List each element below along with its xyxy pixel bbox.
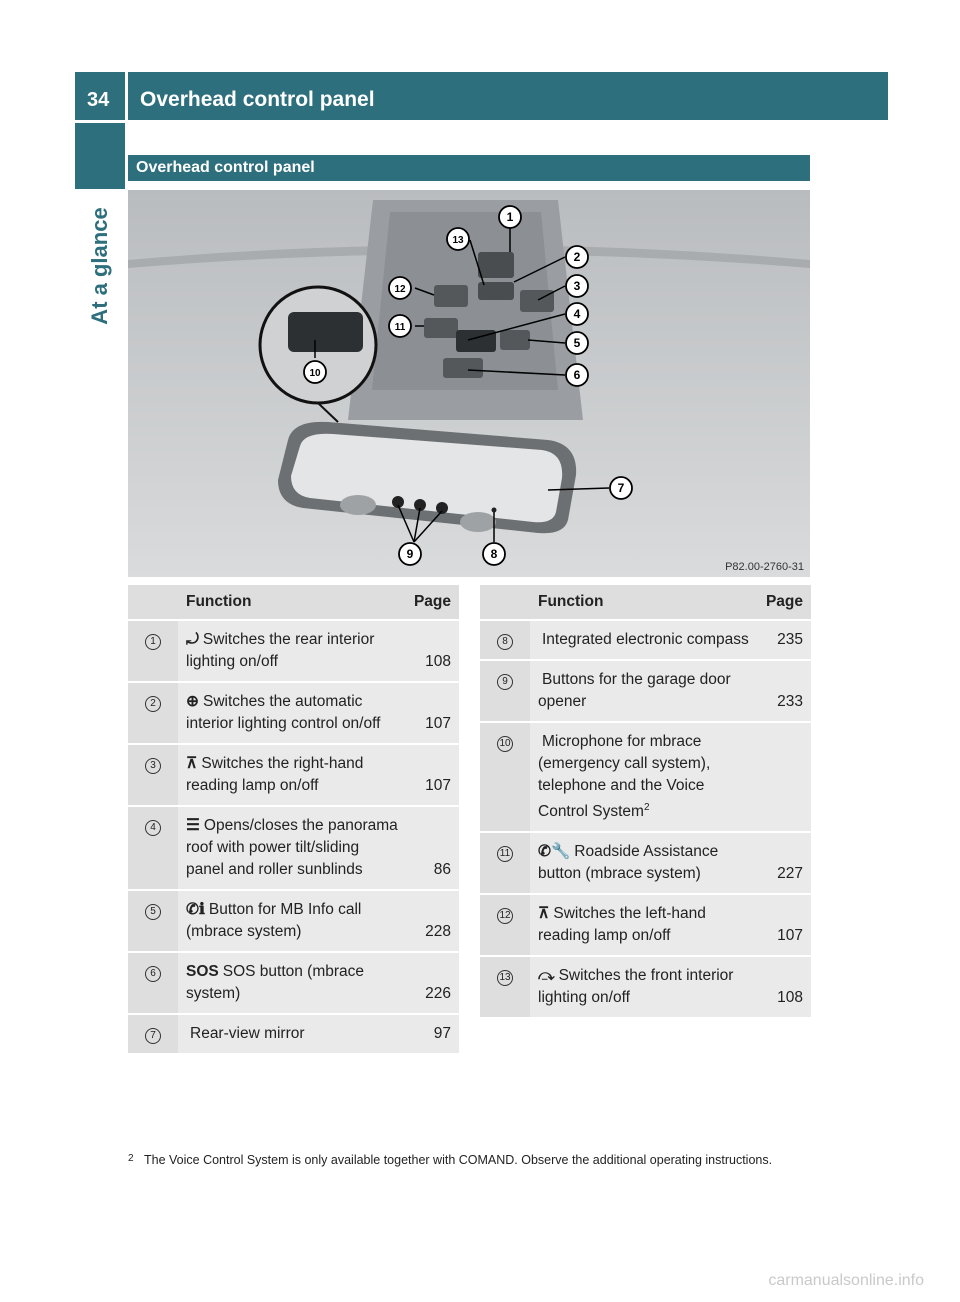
row-page: 227 <box>758 833 811 895</box>
function-text: Switches the rear interior lighting on/off <box>186 631 375 670</box>
table-row <box>128 621 459 683</box>
row-number: 2 <box>128 683 178 745</box>
row-page: 108 <box>758 957 811 1019</box>
row-page: 97 <box>406 1015 459 1055</box>
section-title: Overhead control panel <box>128 155 810 181</box>
row-number: 9 <box>480 661 530 723</box>
overhead-panel-photo <box>128 190 810 577</box>
callout-11: 11 <box>394 322 406 333</box>
row-function <box>178 683 406 745</box>
function-icon: ⤾ <box>186 631 199 648</box>
row-function <box>178 745 406 807</box>
table-header-page: Page <box>406 585 459 621</box>
row-number: 3 <box>128 745 178 807</box>
table-row <box>480 957 811 1019</box>
callout-13: 13 <box>452 235 464 246</box>
table-row <box>480 895 811 957</box>
function-icon: ✆ℹ <box>186 901 205 918</box>
row-page: 233 <box>758 661 811 723</box>
table-header-num <box>128 585 178 621</box>
photo-code: P82.00-2760-31 <box>725 561 804 573</box>
callout-1: 1 <box>506 210 514 224</box>
row-function <box>530 723 758 833</box>
page-header-title: Overhead control panel <box>128 72 888 120</box>
row-page: 226 <box>406 953 459 1015</box>
callout-4: 4 <box>573 307 581 321</box>
row-page: 107 <box>406 745 459 807</box>
row-number: 10 <box>480 723 530 833</box>
function-text: SOS button (mbrace system) <box>186 963 365 1002</box>
footnote-text: The Voice Control System is only available together with COMAND. Observe the additional operating instructions. <box>144 1153 773 1167</box>
callout-12: 12 <box>394 284 406 295</box>
function-icon: ☰ <box>186 817 200 834</box>
table-row <box>128 745 459 807</box>
table-header-function: Function <box>530 585 758 621</box>
footnote-number: 2 <box>128 1153 134 1164</box>
row-number: 13 <box>480 957 530 1019</box>
function-text: Button for MB Info call (mbrace system) <box>186 901 362 940</box>
table-row <box>480 621 811 661</box>
row-number: 11 <box>480 833 530 895</box>
callout-8: 8 <box>490 547 498 561</box>
row-function <box>530 661 758 723</box>
row-page: 86 <box>406 807 459 891</box>
row-page: 108 <box>406 621 459 683</box>
row-page <box>758 723 811 833</box>
function-icon: ⊼ <box>186 755 198 772</box>
function-text: Microphone for mbrace (emergency call system), telephone and the Voice Control System <box>538 733 711 821</box>
watermark: carmanualsonline.info <box>768 1272 924 1289</box>
function-table-right <box>480 585 811 1019</box>
function-icon: ✆🔧 <box>538 843 571 861</box>
function-icon: SOS <box>186 963 219 980</box>
table-row <box>128 1015 459 1055</box>
function-text: Switches the left-hand reading lamp on/off <box>538 905 706 945</box>
row-number: 8 <box>480 621 530 661</box>
callout-9: 9 <box>406 547 414 561</box>
function-text: Buttons for the garage door opener <box>538 671 731 710</box>
table-row <box>128 953 459 1015</box>
page-number: 34 <box>75 72 125 120</box>
side-tab-block <box>75 123 125 189</box>
row-function <box>178 621 406 683</box>
row-page: 228 <box>406 891 459 953</box>
callout-2: 2 <box>573 250 581 264</box>
function-text: Switches the right-hand reading lamp on/off <box>186 755 364 794</box>
callout-5: 5 <box>573 336 581 350</box>
table-row <box>480 661 811 723</box>
row-number: 6 <box>128 953 178 1015</box>
row-number: 12 <box>480 895 530 957</box>
table-header-page: Page <box>758 585 811 621</box>
row-page: 107 <box>758 895 811 957</box>
row-number: 1 <box>128 621 178 683</box>
row-function <box>178 891 406 953</box>
row-page: 107 <box>406 683 459 745</box>
function-icon: ⊼ <box>538 905 550 923</box>
row-function <box>530 833 758 895</box>
table-row <box>480 723 811 833</box>
row-function <box>178 1015 406 1055</box>
row-function <box>530 621 758 661</box>
function-text: Integrated electronic compass <box>542 631 749 648</box>
callout-7: 7 <box>617 481 625 495</box>
footnote <box>128 1152 810 1169</box>
function-text: Switches the automatic interior lighting control on/off <box>186 693 381 732</box>
row-function <box>178 807 406 891</box>
table-header-num <box>480 585 530 621</box>
callout-6: 6 <box>573 368 581 382</box>
function-text: Rear-view mirror <box>190 1025 305 1042</box>
callout-3: 3 <box>573 279 581 293</box>
function-table-left <box>128 585 459 1055</box>
row-number: 7 <box>128 1015 178 1055</box>
side-tab-label: At a glance <box>87 207 112 325</box>
table-row <box>128 807 459 891</box>
function-text: Switches the front interior lighting on/off <box>538 967 734 1007</box>
footnote-ref: 2 <box>643 802 650 813</box>
table-row <box>128 891 459 953</box>
table-row <box>128 683 459 745</box>
row-function <box>530 957 758 1019</box>
row-number: 5 <box>128 891 178 953</box>
function-icon: ⊕ <box>186 693 199 710</box>
function-text: Opens/closes the panorama roof with power tilt/sliding panel and roller sunblinds <box>186 817 398 878</box>
callout-10: 10 <box>309 368 321 379</box>
row-page: 235 <box>758 621 811 661</box>
function-icon: ⤼ <box>538 967 555 985</box>
row-function <box>178 953 406 1015</box>
function-text: Roadside Assistance button (mbrace system) <box>538 843 719 883</box>
table-row <box>480 833 811 895</box>
table-header-function: Function <box>178 585 406 621</box>
row-number: 4 <box>128 807 178 891</box>
row-function <box>530 895 758 957</box>
